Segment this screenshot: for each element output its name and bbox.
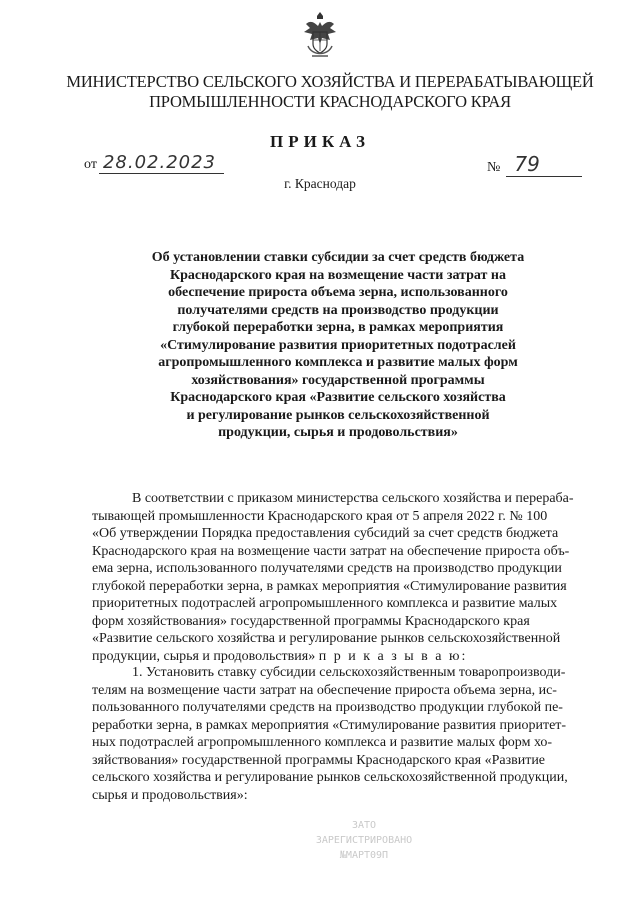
date-prefix: от: [84, 157, 97, 172]
paragraph-line: сырья и продовольствия»:: [92, 787, 248, 803]
stamp-line-1: ЗАТО: [351, 820, 377, 831]
paragraph-line-last: [92, 648, 612, 666]
stamp-line-3: №МАРТ09П: [339, 850, 389, 861]
ministry-name: [40, 72, 620, 112]
order-word: п р и к а з ы в а ю:: [318, 648, 468, 664]
document-type: ПРИКАЗ: [270, 132, 370, 151]
coat-of-arms-emblem: [300, 10, 340, 62]
heading-line: хозяйствования» государственной программы: [191, 372, 485, 388]
paragraph-text: продукции, сырья и продовольствия»: [92, 648, 316, 664]
heading-line: глубокой переработки зерна, в рамках мероприятия: [172, 320, 504, 335]
paragraph-line: форм хозяйствования» государственной программы Краснодарского края: [92, 613, 530, 629]
ministry-name-line-1: МИНИСТЕРСТВО СЕЛЬСКОГО ХОЗЯЙСТВА И ПЕРЕРАБАТЫВАЮЩЕЙ: [66, 72, 594, 91]
paragraph-line: сельского хозяйства и регулирование рынков сельскохозяйственной продукции,: [92, 770, 568, 785]
heading-line: получателями средств на производство продукции: [177, 302, 499, 318]
paragraph-line: «Развитие сельского хозяйства и регулирование рынков сельскохозяйственной: [92, 631, 561, 646]
registration-stamp: [300, 818, 428, 878]
number-value: 79: [506, 152, 582, 177]
heading-line: Краснодарского края на возмещение части затрат на: [169, 267, 507, 283]
paragraph-line: зяйствования» государственной программы Краснодарского края «Развитие: [92, 752, 546, 768]
city-name: г. Краснодар: [284, 176, 356, 191]
paragraph-line: реработки зерна, в рамках мероприятия «Стимулирование развития приоритет-: [92, 717, 567, 733]
heading-line: обеспечение прироста объема зерна, использованного: [168, 285, 508, 300]
paragraph-line: Краснодарского края на возмещение части затрат на обеспечение прироста объ-: [92, 543, 570, 559]
preamble-paragraph: [92, 490, 612, 665]
heading-line: продукции, сырья и продовольствия»: [218, 425, 458, 440]
paragraph-line: «Об утверждении Порядка предоставления субсидий за счет средств бюджета: [92, 526, 559, 541]
paragraph-line: приоритетных подотраслей агропромышленного комплекса и развитие малых: [92, 596, 558, 611]
paragraph-line: ных подотраслей агропромышленного комплекса и развитие малых форм хо-: [92, 735, 553, 750]
krasnodar-coat-of-arms-icon: [300, 10, 340, 62]
heading-line: Краснодарского края «Развитие сельского хозяйства: [170, 390, 506, 405]
order-date: [84, 152, 224, 174]
paragraph-line: ема зерна, использованного получателями средств на производство продукции: [92, 561, 562, 576]
paragraph-line: телям на возмещение части затрат на обеспечение прироста объема зерна, ис-: [92, 682, 557, 698]
order-heading: [120, 249, 556, 442]
number-prefix: №: [487, 160, 501, 175]
paragraph-line: 1. Установить ставку субсидии сельскохозяйственным товаропроизводи-: [132, 665, 566, 680]
order-number: [487, 152, 582, 177]
ministry-name-line-2: ПРОМЫШЛЕННОСТИ КРАСНОДАРСКОГО КРАЯ: [149, 92, 511, 111]
stamp-line-2: ЗАРЕГИСТРИРОВАНО: [315, 835, 413, 846]
paragraph-line: пользованного получателями средств на производство продукции глубокой пе-: [92, 700, 563, 715]
clause-1-paragraph: [92, 664, 612, 804]
date-value: 28.02.2023: [99, 152, 224, 174]
heading-line: агропромышленного комплекса и развитие малых форм: [158, 355, 518, 370]
heading-line: «Стимулирование развития приоритетных подотраслей: [160, 337, 516, 353]
paragraph-line: глубокой переработки зерна, в рамках мероприятия «Стимулирование развития: [92, 578, 567, 594]
paragraph-line: тывающей промышленности Краснодарского края от 5 апреля 2022 г. № 100: [92, 508, 548, 524]
heading-line: и регулирование рынков сельскохозяйственной: [186, 407, 490, 423]
heading-line: Об установлении ставки субсидии за счет средств бюджета: [151, 250, 525, 265]
paragraph-line: В соответствии с приказом министерства сельского хозяйства и перераба-: [132, 491, 574, 506]
